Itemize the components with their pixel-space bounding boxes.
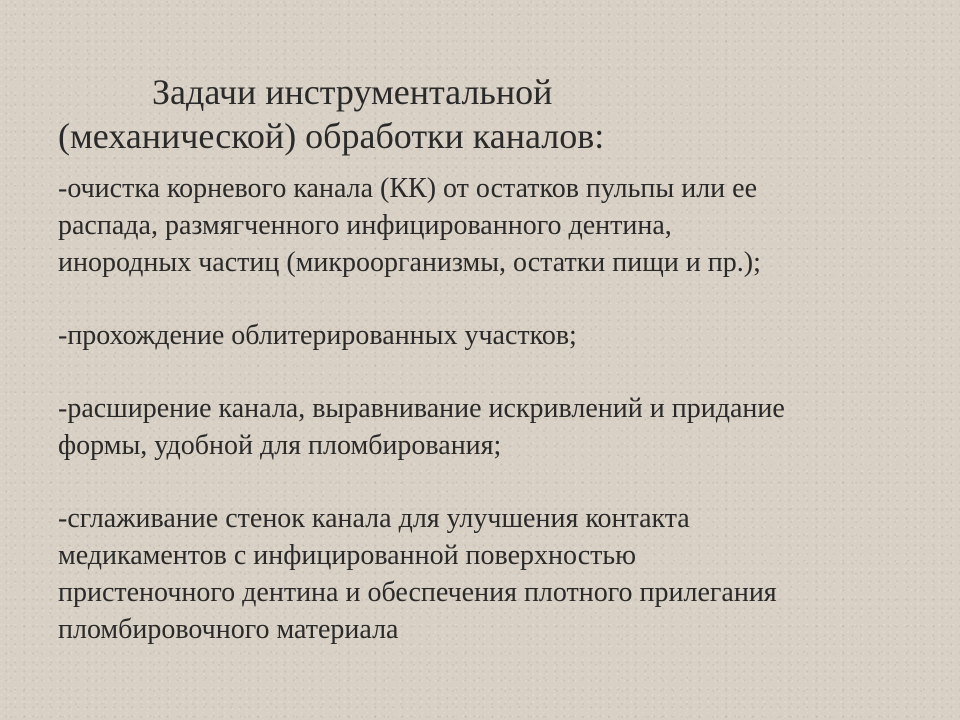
task-list bbox=[58, 170, 918, 648]
spacer bbox=[58, 354, 918, 390]
task-line: пломбировочного материала bbox=[58, 614, 399, 645]
spacer bbox=[58, 464, 918, 500]
task-line: распада, размягченного инфицированного дентина, bbox=[58, 210, 672, 241]
task-line: -расширение канала, выравнивание искривлений и придание bbox=[58, 393, 785, 424]
task-line: -очистка корневого канала (КК) от остатков пульпы или ее bbox=[58, 173, 758, 204]
spacer bbox=[58, 281, 918, 317]
task-line: инородных частиц (микроорганизмы, остатки пищи и пр.); bbox=[58, 247, 761, 278]
slide-title bbox=[58, 70, 918, 158]
task-line: -прохождение облитерированных участков; bbox=[58, 320, 577, 351]
title-line-2: (механической) обработки каналов: bbox=[58, 116, 605, 156]
task-line: -сглаживание стенок канала для улучшения контакта bbox=[58, 503, 690, 534]
title-line-1: Задачи инструментальной bbox=[152, 72, 553, 112]
task-item-cleaning bbox=[58, 170, 918, 281]
task-line: медикаментов с инфицированной поверхностью bbox=[58, 540, 637, 571]
task-item-smoothing bbox=[58, 500, 918, 648]
task-item-passage bbox=[58, 317, 918, 354]
task-line: пристеночного дентина и обеспечения плотного прилегания bbox=[58, 577, 777, 608]
task-line: формы, удобной для пломбирования; bbox=[58, 430, 502, 461]
task-item-widening bbox=[58, 390, 918, 464]
